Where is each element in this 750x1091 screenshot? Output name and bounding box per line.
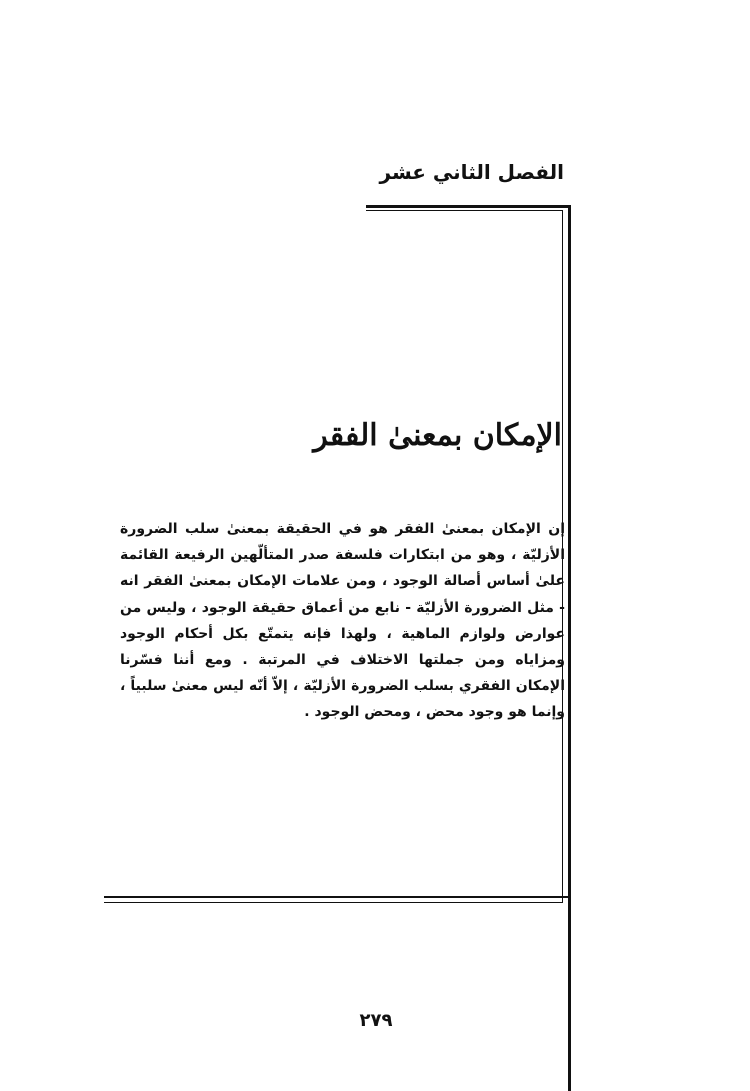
bottom-border-rule (104, 896, 568, 898)
body-paragraph: إن الإمكان بمعنىٰ الفقر هو في الحقيقة بمعنىٰ سلب الضرورة الأزليّة ، وهو من ابتكارات فلسفة صدر المتألّهين الرفيعة القائمة علىٰ أساس أصالة الوجود ، ومن علامات الإمكان بمعنىٰ الفقر انه - مثل الضرورة الأزليّة - نابع من أعماق حقيقة الوجود ، وليس من عوارض ولوازم الماهية ، ولهذا فإنه يتمتّع بكل أحكام الوجود ومزاياه ومن جملتها الاختلاف في المرتبة . ومع أننا فسّرنا الإمكان الفقري بسلب الضرورة الأزليّة ، إلاّ أنّه ليس معنىٰ سلبياً ، وإنما هو وجود محض ، ومحض الوجود . (120, 521, 565, 721)
top-border-rule-inner (366, 210, 562, 211)
top-border-rule (366, 205, 568, 208)
page-number: ٢٧٩ (359, 1010, 393, 1031)
chapter-heading: الفصل الثاني عشر (379, 160, 564, 184)
section-title: الإمكان بمعنىٰ الفقر (313, 418, 562, 453)
bottom-border-rule-inner (104, 902, 563, 903)
right-border-rule (568, 205, 571, 1091)
